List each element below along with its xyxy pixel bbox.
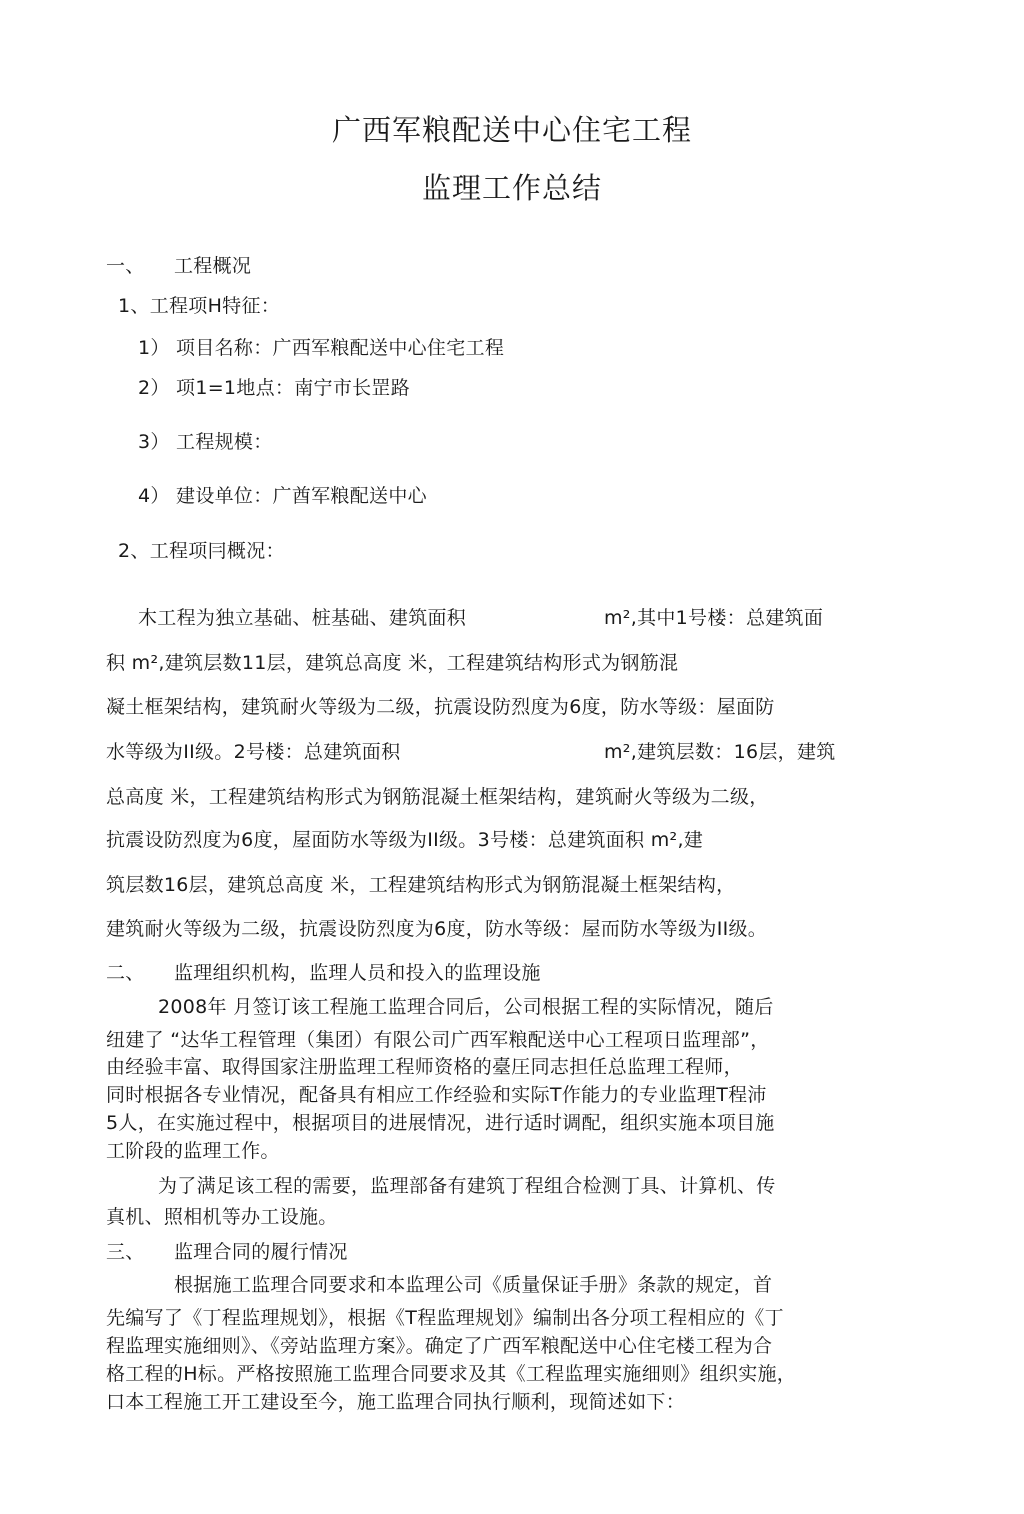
list-item: 3） 工程规模： <box>138 431 273 453</box>
paragraph-line: 建筑耐火等级为二级，抗震设防烈度为6度，防水等级：屋而防水等级为II级。 <box>106 918 768 940</box>
section-2-heading <box>106 958 541 985</box>
section-1-heading <box>106 251 251 278</box>
paragraph-line: 水等级为II级。2号楼：总建筑面积 <box>106 741 401 763</box>
paragraph-line: 木工程为独立基础、桩基础、建筑面积 <box>138 607 467 629</box>
paragraph-line: 由经验丰富、取得国家注册监理工程师资格的臺圧同志担任总监理工程师， <box>106 1056 743 1078</box>
section-1-title: 工程概况 <box>174 255 252 277</box>
document-title: 广西军粮配送中心住宅工程 <box>331 113 692 147</box>
paragraph-line: 5人，在实施过程中，根据项目的进展情况，进行适时调配，组织实施本项目施 <box>106 1112 775 1134</box>
paragraph-line: 筑层数16层，建筑总高度 米，工程建筑结构形式为钢筋混凝土框架结构， <box>106 874 736 896</box>
paragraph-line: 积 m²,建筑层数11层，建筑总高度 米，工程建筑结构形式为钢筋混 <box>106 652 679 674</box>
section-2-title: 监理组织机构，监理人员和投入的监理设施 <box>174 962 541 984</box>
paragraph-line: m²,建筑层数：16层，建筑 <box>604 741 836 763</box>
paragraph-line: 为了满足该工程的需要，监理部备有建筑丁程组合检测丁具、计算机、传 <box>158 1175 776 1197</box>
section-3-heading <box>106 1237 348 1264</box>
paragraph-line: m²,其中1号楼：总建筑面 <box>604 607 824 629</box>
section-3-number: 三、 <box>106 1241 145 1263</box>
list-item: 4） 建设单位：广酋军粮配送中心 <box>138 485 427 507</box>
paragraph-line: 抗震设防烈度为6度，屋面防水等级为II级。3号楼：总建筑面积 m²,建 <box>106 829 704 851</box>
paragraph-line: 2008年 月签订该工程施工监理合同后，公司根据工程的实际情况，随后 <box>158 996 774 1018</box>
paragraph-line: 根据施工监理合同要求和本监理公司《质量保证手册》条款的规定，首 <box>174 1274 773 1296</box>
subsection-1-heading: 1、工程项H特征： <box>118 295 281 317</box>
paragraph-line: 格工程的H标。严格按照施工监理合同要求及其《工程监理实施细则》组织实施， <box>106 1363 797 1385</box>
section-3-title: 监理合同的履行情况 <box>174 1241 348 1263</box>
list-item: 1） 项目名称：广西军粮配送中心住宅工程 <box>138 337 505 359</box>
list-item: 2） 项1=1地点：南宁市长罡路 <box>138 377 411 399</box>
paragraph-line: 真机、照相机等办工设施。 <box>106 1206 338 1228</box>
paragraph-line: 口本工程施工开工建设至今，施工监理合同执行顺利，现简述如下： <box>106 1391 686 1413</box>
section-1-number: 一、 <box>106 255 145 277</box>
section-2-number: 二、 <box>106 962 145 984</box>
subsection-2-heading: 2、工程项冃概况： <box>118 540 285 562</box>
paragraph-line: 程监理实施细则》、《旁站监理方案》。确定了广西军粮配送中心住宅楼工程为合 <box>106 1335 773 1357</box>
paragraph-line: 纽建了 “达华工程管理（集团）有限公司广西军粮配送中心工程项日监理部”， <box>106 1029 770 1051</box>
paragraph-line: 总高度 米，工程建筑结构形式为钢筋混凝土框架结构，建筑耐火等级为二级， <box>106 786 769 808</box>
paragraph-line: 先编写了《丁程监理规划》，根据《T程监理规划》编制出各分项工程相应的《丁 <box>106 1307 784 1329</box>
paragraph-line: 同时根据各专业情况，配备具有相应工作经验和实际T作能力的专业监理T程沛 <box>106 1084 767 1106</box>
paragraph-line: 凝土框架结构，建筑耐火等级为二级，抗震设防烈度为6度，防水等级：屋面防 <box>106 696 775 718</box>
document-subtitle: 监理工作总结 <box>421 171 602 205</box>
paragraph-line: 工阶段的监理工作。 <box>106 1140 280 1162</box>
